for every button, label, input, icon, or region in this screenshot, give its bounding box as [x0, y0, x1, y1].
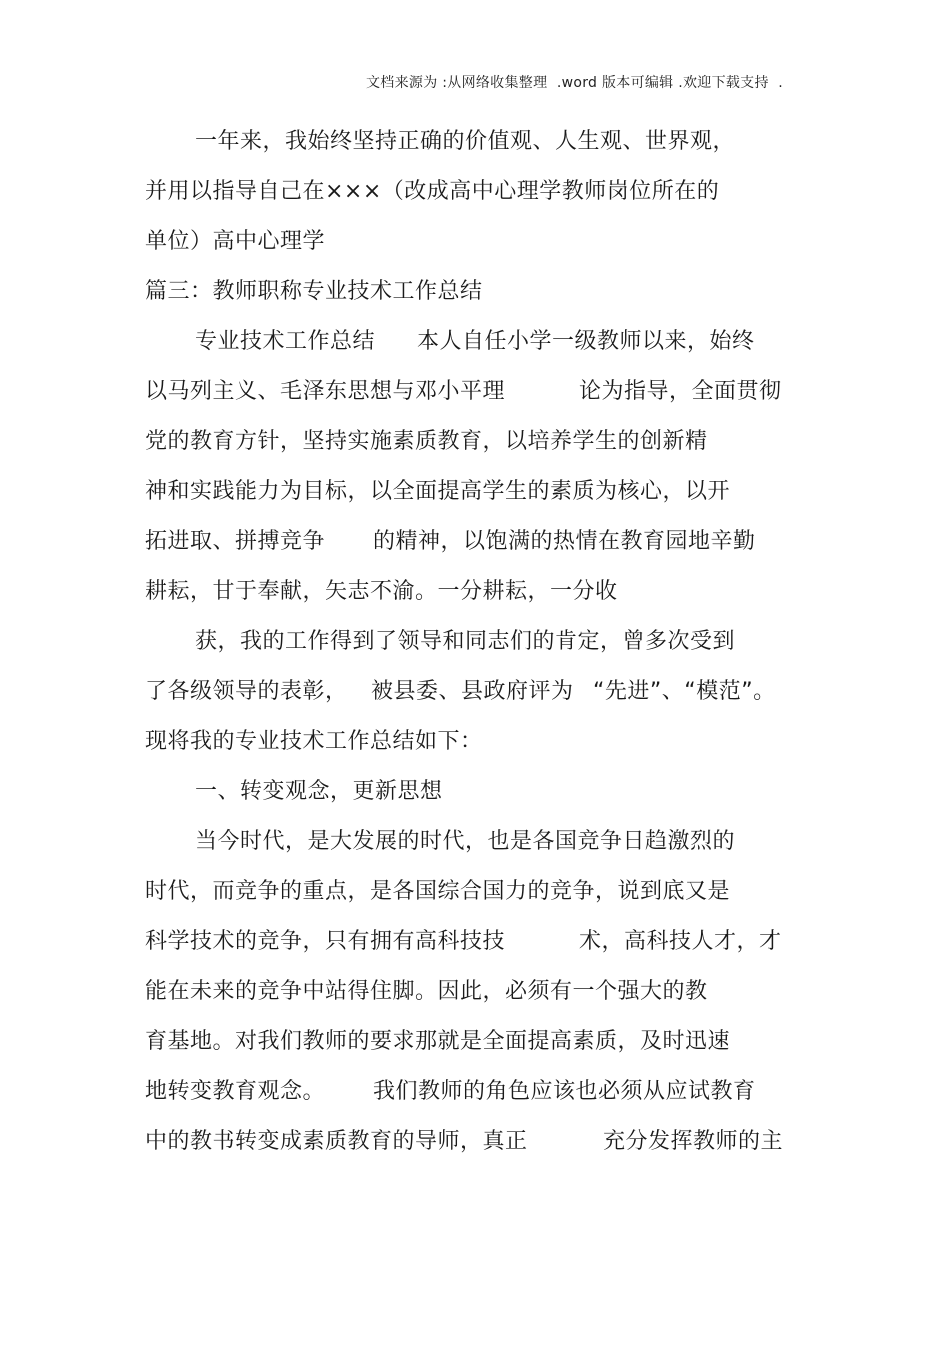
- text-segment: 当今时代，是大发展的时代，也是各国竞争日趋激烈的: [195, 829, 736, 854]
- text-segment: 被县委、县政府评为: [371, 679, 574, 704]
- text-segment: 党的教育方针，坚持实施素质教育，以培养学生的创新精: [145, 429, 708, 454]
- text-segment: 以马列主义、毛泽东思想与邓小平理: [145, 379, 506, 404]
- text-segment: 一、转变观念，更新思想: [195, 779, 443, 804]
- text-segment: 获，我的工作得到了领导和同志们的肯定，曾多次受到: [195, 629, 736, 654]
- text-segment: 本人自任小学一级教师以来，始终: [417, 329, 755, 354]
- text-segment: 的精神，以饱满的热情在教育园地辛勤: [373, 529, 756, 554]
- text-segment: 术，高科技人才，才: [579, 929, 782, 954]
- text-segment: 中的教书转变成素质教育的导师，真正: [145, 1129, 528, 1154]
- text-segment: 拓进取、拼搏竞争: [145, 529, 326, 554]
- text-segment: 单位）高中心理学: [145, 229, 326, 254]
- text-segment: 地转变教育观念。: [145, 1079, 326, 1104]
- page-header: 文档来源为 :从网络收集整理 .word 版本可编辑 .欢迎下载支持 .: [366, 75, 784, 91]
- text-segment: 时代，而竞争的重点，是各国综合国力的竞争，说到底又是: [145, 879, 731, 904]
- text-segment: 能在未来的竞争中站得住脚。因此，必须有一个强大的教: [145, 979, 708, 1004]
- text-segment: 充分发挥教师的主: [603, 1129, 784, 1154]
- text-segment: 篇三：教师职称专业技术工作总结: [145, 279, 483, 304]
- text-segment: 一年来，我始终坚持正确的价值观、人生观、世界观，: [195, 129, 736, 154]
- text-segment: “先进”、“模范”。: [593, 679, 776, 704]
- text-segment: 育基地。对我们教师的要求那就是全面提高素质，及时迅速: [145, 1029, 731, 1054]
- text-segment: 耕耘，甘于奉献，矢志不渝。一分耕耘，一分收: [145, 579, 618, 604]
- text-segment: 科学技术的竞争，只有拥有高科技技: [145, 929, 506, 954]
- text-line: [145, 1127, 784, 1247]
- text-segment: 现将我的专业技术工作总结如下：: [145, 729, 483, 754]
- text-segment: 专业技术工作总结: [195, 329, 376, 354]
- text-segment: 了各级领导的表彰，: [145, 679, 348, 704]
- text-segment: 论为指导，全面贯彻: [579, 379, 782, 404]
- text-segment: 我们教师的角色应该也必须从应试教育: [373, 1079, 756, 1104]
- section-heading: [145, 277, 483, 367]
- text-segment: 并用以指导自己在×××（改成高中心理学教师岗位所在的: [145, 179, 720, 204]
- text-segment: 神和实践能力为目标，以全面提高学生的素质为核心，以开: [145, 479, 731, 504]
